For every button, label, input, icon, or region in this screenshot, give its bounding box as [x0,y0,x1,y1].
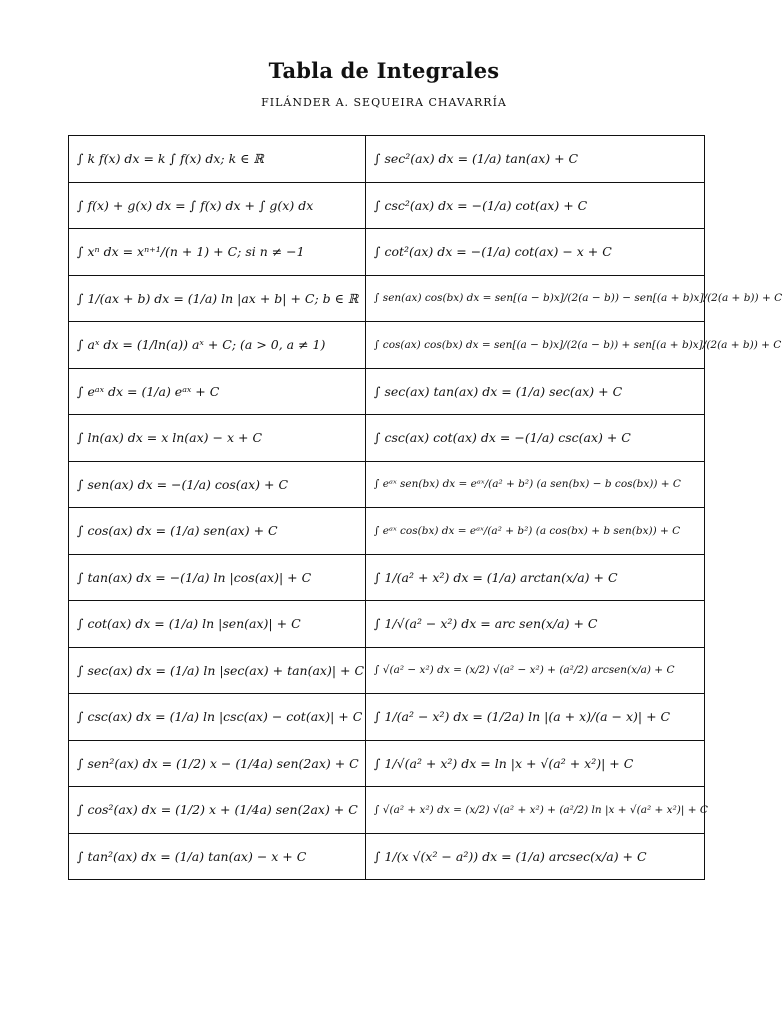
table-row [69,833,705,880]
table-row [69,694,705,741]
integral-cell-left: ∫ f(x) + g(x) dx = ∫ f(x) dx + ∫ g(x) dx [69,182,366,229]
integral-cell-right: ∫ √(a² − x²) dx = (x/2) √(a² − x²) + (a²/2) arcsen(x/a) + C [366,647,705,694]
integral-cell-left: ∫ sec(ax) dx = (1/a) ln |sec(ax) + tan(ax)| + C [69,647,366,694]
integral-cell-right: ∫ eᵃˣ sen(bx) dx = eᵃˣ/(a² + b²) (a sen(bx) − b cos(bx)) + C [366,461,705,508]
integral-cell-right: ∫ csc(ax) cot(ax) dx = −(1/a) csc(ax) + C [366,415,705,462]
table-row [69,368,705,415]
table-row [69,415,705,462]
table-row [69,647,705,694]
integral-cell-left: ∫ cos²(ax) dx = (1/2) x + (1/4a) sen(2ax) + C [69,787,366,834]
table-row [69,461,705,508]
integral-cell-left: ∫ tan²(ax) dx = (1/a) tan(ax) − x + C [69,833,366,880]
integral-cell-left: ∫ cot(ax) dx = (1/a) ln |sen(ax)| + C [69,601,366,648]
integral-cell-left: ∫ 1/(ax + b) dx = (1/a) ln |ax + b| + C; b ∈ ℝ [69,275,366,322]
integral-cell-right: ∫ 1/(x √(x² − a²)) dx = (1/a) arcsec(x/a) + C [366,833,705,880]
table-row [69,322,705,369]
table-row [69,508,705,555]
integral-cell-left: ∫ xⁿ dx = xⁿ⁺¹/(n + 1) + C; si n ≠ −1 [69,229,366,276]
integral-cell-left: ∫ ln(ax) dx = x ln(ax) − x + C [69,415,366,462]
integral-cell-right: ∫ 1/(a² − x²) dx = (1/2a) ln |(a + x)/(a − x)| + C [366,694,705,741]
integral-table [68,135,782,880]
integral-cell-left: ∫ csc(ax) dx = (1/a) ln |csc(ax) − cot(ax)| + C [69,694,366,741]
table-row [69,136,705,183]
integral-cell-right: ∫ √(a² + x²) dx = (x/2) √(a² + x²) + (a²/2) ln |x + √(a² + x²)| + C [366,787,705,834]
integral-cell-left: ∫ eᵃˣ dx = (1/a) eᵃˣ + C [69,368,366,415]
integral-cell-left: ∫ cos(ax) dx = (1/a) sen(ax) + C [69,508,366,555]
table-row [69,554,705,601]
table-row [69,787,705,834]
integral-cell-right: ∫ cot²(ax) dx = −(1/a) cot(ax) − x + C [366,229,705,276]
integral-cell-left: ∫ aˣ dx = (1/ln(a)) aˣ + C; (a > 0, a ≠ 1) [69,322,366,369]
integral-cell-right: ∫ 1/(a² + x²) dx = (1/a) arctan(x/a) + C [366,554,705,601]
integral-cell-right: ∫ sec²(ax) dx = (1/a) tan(ax) + C [366,136,705,183]
integral-cell-right: ∫ sen(ax) cos(bx) dx = sen[(a − b)x]/(2(a − b)) − sen[(a + b)x]/(2(a + b)) + C [366,275,705,322]
document-title: Tabla de Integrales [268,58,500,83]
table-row [69,182,705,229]
integral-cell-right: ∫ 1/√(a² + x²) dx = ln |x + √(a² + x²)| + C [366,740,705,787]
integral-cell-left: ∫ k f(x) dx = k ∫ f(x) dx; k ∈ ℝ [69,136,366,183]
document-author: FILÁNDER A. SEQUEIRA CHAVARRÍA [261,96,507,109]
integral-cell-right: ∫ sec(ax) tan(ax) dx = (1/a) sec(ax) + C [366,368,705,415]
integral-cell-right: ∫ csc²(ax) dx = −(1/a) cot(ax) + C [366,182,705,229]
integral-cell-left: ∫ tan(ax) dx = −(1/a) ln |cos(ax)| + C [69,554,366,601]
integral-cell-left: ∫ sen(ax) dx = −(1/a) cos(ax) + C [69,461,366,508]
integral-cell-right: ∫ 1/√(a² − x²) dx = arc sen(x/a) + C [366,601,705,648]
integral-cell-right: ∫ eᵃˣ cos(bx) dx = eᵃˣ/(a² + b²) (a cos(bx) + b sen(bx)) + C [366,508,705,555]
integral-cell-left: ∫ sen²(ax) dx = (1/2) x − (1/4a) sen(2ax) + C [69,740,366,787]
table-row [69,601,705,648]
table-row [69,740,705,787]
integral-cell-right: ∫ cos(ax) cos(bx) dx = sen[(a − b)x]/(2(a − b)) + sen[(a + b)x]/(2(a + b)) + C [366,322,705,369]
table-row [69,229,705,276]
table-row [69,275,705,322]
